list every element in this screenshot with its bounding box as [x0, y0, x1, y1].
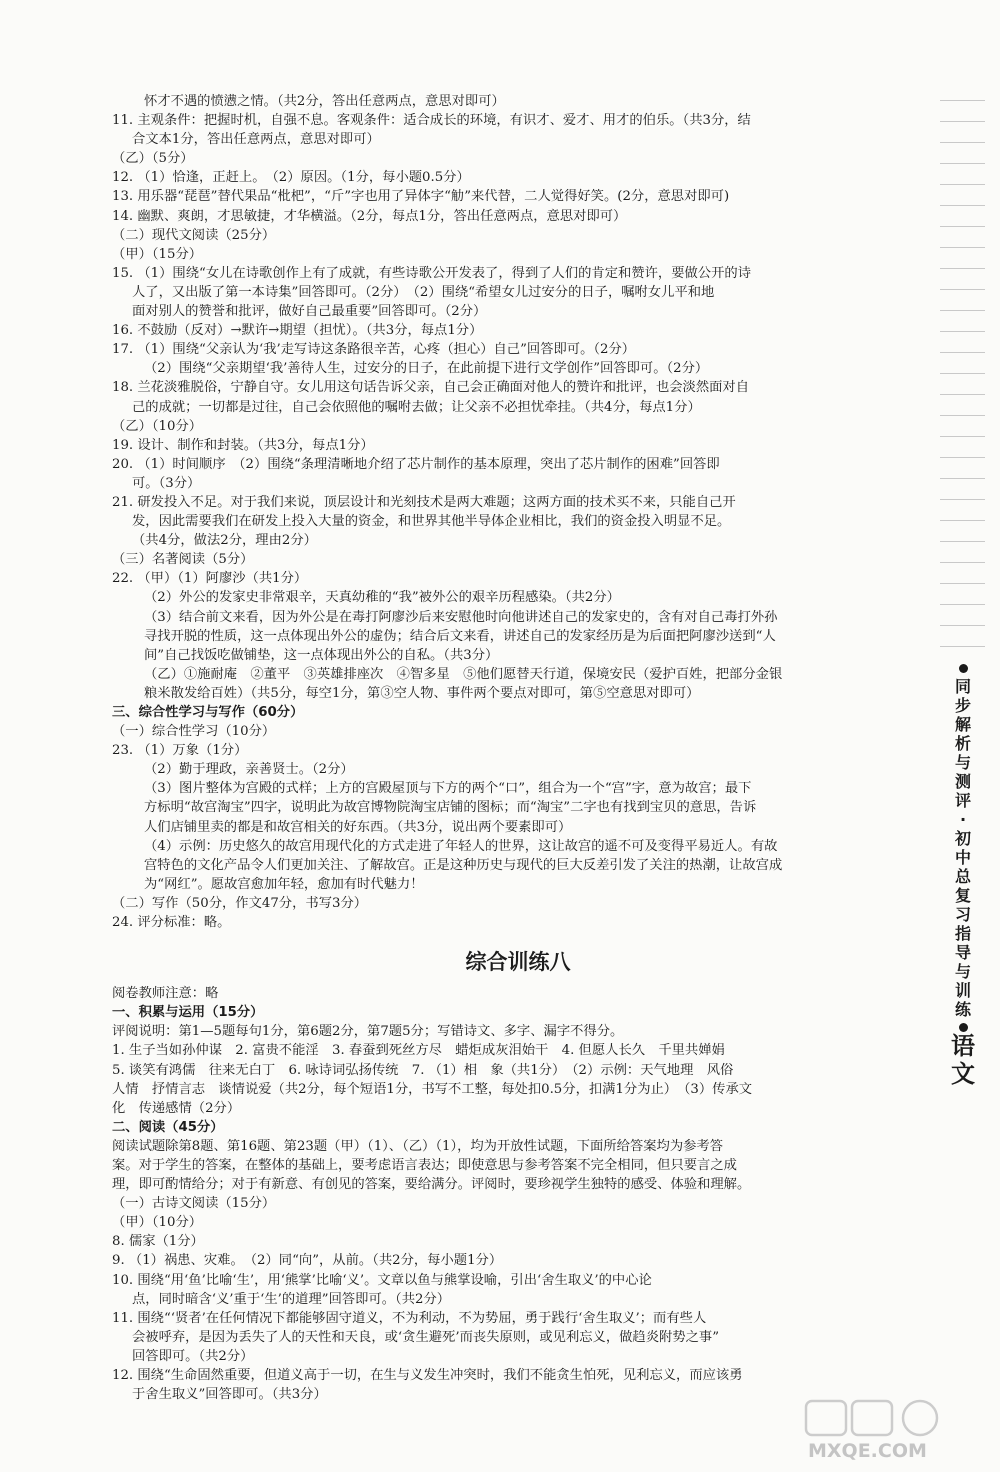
side-band-char: 复 — [954, 886, 971, 905]
answer-line: （2）外公的发家史非常艰辛，天真幼稚的“我”被外公的艰辛历程感染。（共2分） — [144, 590, 620, 606]
answer-line: 发，因此需要我们在研发上投入大量的资金，和世界其他半导体企业相比，我们的资金投入明显不足。 — [132, 514, 731, 530]
margin-rule-line — [940, 289, 985, 290]
answer-line: 人情 抒情言志 谈情说爱（共2分，每个短语1分，书写不工整，每处扣0.5分，扣满1分为止） （3）传承文 — [112, 1081, 753, 1097]
answer-line: 20. （1）时间顺序 （2）围绕“条理清晰地介绍了芯片制作的基本原理，突出了芯片制作的困难”回答即 — [112, 456, 720, 472]
margin-rule-line — [940, 247, 985, 248]
margin-rule-line — [940, 205, 985, 206]
bullet-dot-icon — [959, 664, 968, 673]
answer-line: 案。对于学生的答案，在整体的基础上，要考虑语言表达；即使意思与参考答案不完全相同，但只要言之成 — [112, 1157, 737, 1173]
answer-line: 寻找开脱的性质，这一点体现出外公的虚伪；结合后文来看，讲述自己的发家经历是为后面把阿廖沙送到“人 — [144, 628, 776, 644]
answer-line: 11. 主观条件：把握时机，自强不息。客观条件：适合成长的环境，有识才、爱才、用才的伯乐。（共3分，结 — [112, 113, 751, 129]
answer-line: 可。（3分） — [132, 475, 201, 491]
watermark-text: MXQE.COM — [808, 1440, 927, 1462]
answer-line: （三）名著阅读（5分） — [112, 552, 254, 568]
side-band-char: 习 — [954, 905, 971, 924]
margin-rule-line — [940, 625, 985, 626]
answer-line: 13. 用乐器“琵琶”替代果品“枇杷”，“斤”字也用了异体字“觔”来代替，二人觉得好笑。(2分，意思对即可) — [112, 189, 730, 205]
answer-line: 粮米散发给百姓）（共5分，每空1分，第③空人物、事件两个要点对即可，第⑤空意思对即可） — [144, 685, 700, 701]
answer-line: 17. （1）围绕“父亲认为‘我’走写诗这条路很辛苦，心疼（担心）自己”回答即可。（2分） — [112, 342, 636, 358]
book-series-title — [945, 677, 981, 1019]
answer-line: （3）结合前文来看，因为外公是在毒打阿廖沙后来安慰他时向他讲述自己的发家史的，含有对自己毒打外孙 — [144, 609, 778, 625]
answer-line: 怀才不遇的愤懑之情。（共2分，答出任意两点，意思对即可） — [144, 94, 505, 109]
side-band-char: 初 — [954, 829, 971, 848]
answer-line: 己的成就；一切都是过往，自己会依照他的嘱咐去做；让父亲不必担忧牵挂。（共4分，每点1分） — [132, 399, 701, 415]
answer-line: 18. 兰花淡雅脱俗，宁静自守。女儿用这句话告诉父亲，自己会正确面对他人的赞许和批评，也会淡然面对自 — [112, 380, 750, 396]
side-band-char: 同 — [954, 677, 971, 696]
subject-label — [944, 1032, 982, 1088]
answer-line: 24. 评分标准：略。 — [112, 915, 231, 931]
side-band-char: 析 — [954, 734, 971, 753]
watermark-logo — [800, 1395, 990, 1465]
answer-line: （2）勤于理政，亲善贤士。（2分） — [144, 762, 354, 778]
margin-rule-line — [940, 394, 985, 395]
answer-line: 人了，又出版了第一本诗集”回答即可。（2分） （2）围绕“希望女儿过安分的日子，嘱咐女儿平和地 — [132, 284, 715, 300]
section-heading: 三、综合性学习与写作（60分） — [112, 705, 304, 720]
margin-rule-line — [940, 184, 985, 185]
answer-line: 化 传递感情（2分） — [112, 1100, 241, 1116]
answer-line: 间”自己找饭吃做铺垫，这一点体现出外公的自私。（共3分） — [144, 647, 499, 663]
answer-line: （甲）（10分） — [112, 1215, 203, 1231]
margin-rule-line — [940, 541, 985, 542]
book-series-band — [945, 660, 981, 1036]
side-band-char: 总 — [954, 867, 971, 886]
answer-line: 回答即可。（共2分） — [132, 1348, 254, 1364]
answer-line: 16. 不鼓励（反对）→默许→期望（担忧）。（共3分，每点1分） — [112, 323, 483, 339]
side-band-char: 中 — [954, 848, 971, 867]
section-heading: 一、积累与运用（15分） — [112, 1005, 264, 1021]
answer-line: （4）示例：历史悠久的故宫用现代化的方式走进了年轻人的世界，这让故宫的遥不可及变得平易近人。有故 — [144, 838, 778, 854]
answer-line: 22. （甲）（1）阿廖沙（共1分） — [112, 571, 308, 587]
answer-line: 11. 围绕“‘贤者’在任何情况下都能够固守道义，不为利动，不为势屈，勇于践行‘舍生取义’；而有些人 — [112, 1310, 707, 1326]
answer-line: 12. 围绕“生命固然重要，但道义高于一切，在生与义发生冲突时，我们不能贪生怕死，见利忘义，而应该勇 — [112, 1368, 743, 1383]
section-heading: 二、阅读（45分） — [112, 1119, 224, 1135]
margin-rule-line — [940, 415, 985, 416]
answer-line: 人们店铺里卖的都是和故宫相关的好东西。（共3分，说出两个要素即可） — [144, 819, 572, 835]
bullet-dot-icon — [959, 1023, 968, 1032]
margin-rule-line — [940, 100, 985, 101]
subject-char: 文 — [951, 1060, 975, 1088]
answer-line: （3）图片整体为宫殿的式样；上方的宫殿屋顶与下方的两个“口”，组合为一个“宫”字，意为故宫；最下 — [144, 781, 752, 797]
margin-rule-line — [940, 457, 985, 458]
answer-line: （乙）（5分） — [112, 151, 194, 167]
margin-rule-line — [940, 499, 985, 500]
answer-line: 点，同时暗含‘义’重于‘生’的道理”回答即可。（共2分） — [132, 1291, 451, 1307]
answer-line: 21. 研发投入不足。对于我们来说，顶层设计和光刻技术是两大难题；这两方面的技术买不来，只能自己开 — [112, 494, 736, 510]
margin-rule-line — [940, 163, 985, 164]
answer-line: （共4分，做法2分，理由2分） — [132, 533, 317, 549]
answer-line: 合文本1分，答出任意两点，意思对即可） — [132, 132, 380, 148]
answer-line: 为“网红”。愿故宫愈加年轻，愈加有时代魅力！ — [144, 876, 424, 892]
side-band-char: 评 — [954, 791, 971, 810]
answer-line: （一）综合性学习（10分） — [112, 724, 276, 740]
answer-line: 宫特色的文化产品令人们更加关注、了解故宫。正是这种历史与现代的巨大反差引发了关注的热潮，让故宫成 — [144, 857, 783, 873]
answer-line: 于舍生取义”回答即可。（共3分） — [132, 1387, 327, 1403]
side-band-char: 测 — [954, 772, 971, 791]
answer-line: 1. 生子当如孙仲谋 2. 富贵不能淫 3. 春蚕到死丝方尽 蜡炬成灰泪始干 4. 但愿人长久 千里共婵娟 — [112, 1043, 725, 1059]
margin-rule-line — [940, 583, 985, 584]
side-band-char: 训 — [954, 981, 971, 1000]
side-band-char: · — [959, 810, 967, 829]
answer-line: 10. 围绕“用‘鱼’比喻‘生’，用‘熊掌’比喻‘义’。文章以鱼与熊掌设喻，引出‘舍生取义’的中心论 — [112, 1272, 652, 1288]
margin-rule-line — [940, 562, 985, 563]
margin-rule-line — [940, 604, 985, 605]
margin-rule-line — [940, 121, 985, 122]
answer-line: 评阅说明：第1—5题每句1分，第6题2分，第7题5分；写错诗文、多字、漏字不得分。 — [112, 1024, 624, 1040]
answer-key-content — [112, 92, 924, 1404]
answer-line: 12. （1）恰逢，正赶上。 （2）原因。（1分，每小题0.5分） — [112, 170, 470, 186]
section-title: 综合训练八 — [465, 950, 571, 975]
margin-rules — [940, 100, 985, 667]
answer-line: （2）围绕“父亲期望‘我’善待人生，过安分的日子，在此前提下进行文学创作”回答即可。（2分） — [144, 361, 709, 377]
margin-rule-line — [940, 373, 985, 374]
answer-line: （二）现代文阅读（25分） — [112, 227, 276, 243]
side-band-char: 导 — [954, 943, 971, 962]
answer-line: 面对别人的赞誉和批评，做好自己最重要”回答即可。（2分） — [132, 304, 487, 320]
side-band-char: 解 — [954, 715, 971, 734]
side-band-char: 指 — [954, 924, 971, 943]
margin-rule-line — [940, 226, 985, 227]
answer-line: 阅读试题除第8题、第16题、第23题（甲）（1）、（乙）（1），均为开放性试题，下面所给答案均为参考答 — [112, 1138, 724, 1154]
answer-line: 23. （1）万象（1分） — [112, 743, 248, 759]
margin-rule-line — [940, 478, 985, 479]
margin-rule-line — [940, 436, 985, 437]
margin-rule-line — [940, 268, 985, 269]
side-band-char: 练 — [954, 1000, 971, 1019]
margin-rule-line — [940, 142, 985, 143]
answer-line: （乙）①施耐庵 ②董平 ③英雄排座次 ④智多星 ⑤他们愿替天行道，保境安民（爱护百姓，把部分金银 — [144, 666, 783, 682]
answer-line: 15. （1）围绕“女儿在诗歌创作上有了成就，有些诗歌公开发表了，得到了人们的肯定和赞许，要做公开的诗 — [112, 265, 751, 281]
answer-line: 5. 谈笑有鸿儒 往来无白丁 6. 咏诗词弘扬传统 7. （1）相 象（共1分） （2）示例：天气地理 风俗 — [112, 1062, 734, 1078]
answer-line: （一）古诗文阅读（15分） — [112, 1196, 276, 1212]
answer-line: 会被呼弃，是因为丢失了人的天性和天良，或‘贪生避死’而丧失原则，或见利忘义，做趋炎附势之事” — [132, 1329, 720, 1345]
answer-line: 理，即可酌情给分；对于有新意、有创见的答案，要给满分。评阅时，要珍视学生独特的感受、体验和理解。 — [112, 1177, 751, 1193]
margin-rule-line — [940, 646, 985, 647]
answer-line: （甲）（15分） — [112, 246, 203, 262]
margin-rule-line — [940, 310, 985, 311]
answer-line: 方标明“故宫淘宝”四字，说明此为故宫博物院淘宝店铺的图标；而“淘宝”二字也有找到宝贝的意思，告诉 — [144, 800, 757, 816]
side-band-char: 与 — [954, 753, 971, 772]
answer-line: （乙）（10分） — [112, 418, 203, 434]
answer-line: 14. 幽默、爽朗，才思敏捷，才华横溢。（2分，每点1分，答出任意两点，意思对即可） — [112, 208, 627, 224]
answer-line: 阅卷教师注意：略 — [112, 986, 219, 1002]
answer-line: 9. （1）祸患、灾难。 （2）同“向”，从前。（共2分，每小题1分） — [112, 1253, 503, 1269]
margin-rule-line — [940, 352, 985, 353]
subject-char: 语 — [951, 1032, 975, 1060]
margin-rule-line — [940, 520, 985, 521]
side-band-char: 步 — [954, 696, 971, 715]
answer-line: 8. 儒家（1分） — [112, 1234, 204, 1250]
answer-line: （二）写作（50分，作文47分，书写3分） — [112, 895, 368, 911]
answer-line: 19. 设计、制作和封装。（共3分，每点1分） — [112, 437, 374, 453]
margin-rule-line — [940, 331, 985, 332]
side-band-char: 与 — [954, 962, 971, 981]
